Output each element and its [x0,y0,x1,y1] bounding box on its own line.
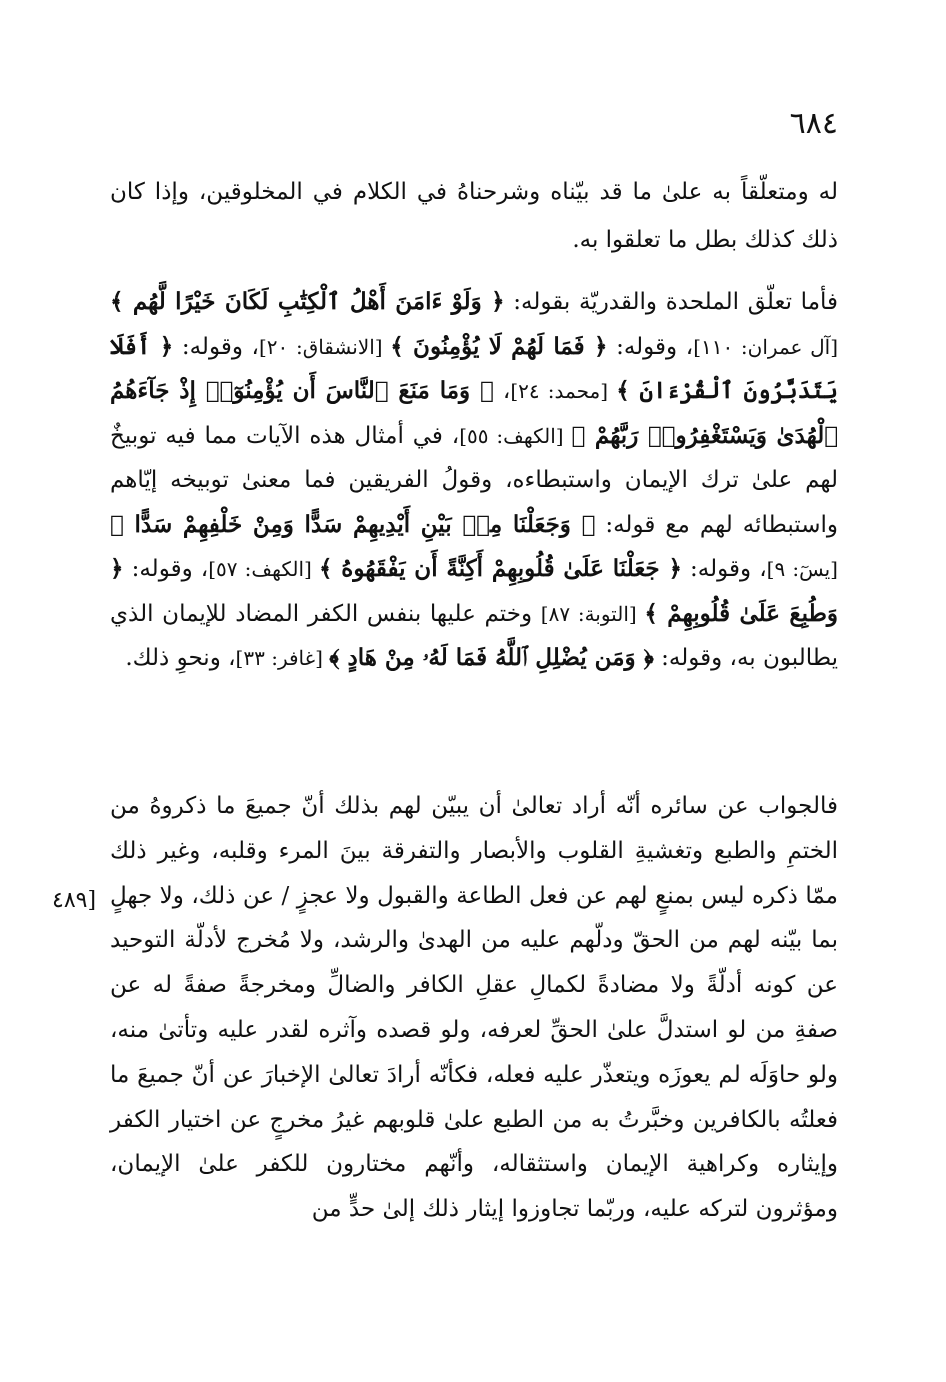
verse-reference: [آل عمران: ١١٠] [693,334,839,359]
quran-quote: ﴿ فَمَا لَهُمْ لَا يُؤْمِنُونَ ﴾ [390,332,608,360]
quran-quote: ﴿ وَلَوْ ءَامَنَ أَهْلُ ٱلْكِتَٰبِ لَكَانَ خَيْرًا لَّهُم ﴾ [110,288,505,315]
text-segment: ، وقوله: [173,333,259,360]
text-segment: ، ونحوِ ذلك. [125,645,236,671]
text-segment: ، وقوله: [681,556,767,582]
page-number: ٦٨٤ [789,106,838,141]
verse-reference: [الكهف: ٥٥] [459,423,572,448]
text-segment: ، وقوله: [123,556,209,582]
text-segment: ، في أمثال هذه الآيات مما فيه توبيخٌ لهم علىٰ ترك الإيمان واستبطاءه، وقولُ الفريقين فما معنىٰ توبيخه إيّاهم واستبطائه لهم مع قوله: [110,422,838,538]
verse-reference: [غافر: ٣٣] [235,646,330,670]
verse-reference: [محمد: ٢٤] [510,379,617,403]
quran-quote: ﴿ وَمَن يُضْلِلِ ٱللَّهُ فَمَا لَهُۥ مِنْ هَادٍ ﴾ [329,644,654,671]
verse-reference: [الكهف: ٥٧] [208,557,319,581]
quran-quote: ﴿ وَمَا مَنَعَ ٱلنَّاسَ أَن يُؤْمِنُوٓا۟ إِذْ جَآءَهُمُ ٱلْهُدَىٰ وَيَسْتَغْفِرُوا۟ رَبَّهُمْ ﴾ [110,377,839,449]
text-segment: ، [493,378,511,404]
verse-reference: [التوبة: ٨٧] [540,601,645,626]
paragraph-2 [110,280,838,681]
paragraph-text [110,280,838,681]
quran-quote: ﴿ جَعَلْنَا عَلَىٰ قُلُوبِهِمْ أَكِنَّةً أَن يَفْقَهُوهُ ﴾ [319,555,682,582]
text-segment: وختم عليها بنفس الكفر المضاد للإيمان الذي يطالبون به، وقوله: [110,600,838,671]
quran-quote: ﴿ وَطُبِعَ عَلَىٰ قُلُوبِهِمْ ﴾ [110,555,838,627]
paragraph-text: فالجواب عن سائره أنّه أراد تعالىٰ أن يبيّن لهم بذلك أنّ جميعَ ما ذكروهُ من الختمِ والطبع وتغشيةِ القلوب والأبصار والتفرقة بينَ المرء وقلبه، وغير ذلك ممّا ذكره ليس بمنعٍ لهم عن فعل الطاعة والقبول ولا عجزٍ / عن ذلك، ولا جهلٍ بما بيّنه لهم من الحقّ ودلّهم عليه من الهدىٰ والرشد، ولا مُخرج لأدلّة التوحيد عن كونه أدلّةً ولا مضادةً لكمالِ عقلِ الكافر والضالِّ ومخرجةً صفةً له عن صفةِ من لو استدلَّ علىٰ الحقِّ لعرفه، ولو قصده وآثره لقدر عليه وتأتىٰ منه، ولو حاوَلَه لم يعوزَه ويتعذّر عليه فعله، فكأنّه أرادَ تعالىٰ الإخبارَ عن أنّ جميعَ ما فعلتُه بالكافرين وخبَّرتُ به من الطبع علىٰ قلوبهم غيرُ مخرجٍ عن اختيار الكفر وإيثاره وكراهية الإيمان واستثقاله، وأنّهم مختارون للكفر علىٰ الإيمان، ومؤثرون لتركه عليه، وربّما تجاوزوا إيثار ذلك إلىٰ حدٍّ من [110,793,838,1223]
margin-reference: [٤٨٩ [52,888,97,913]
paragraph-1 [110,168,838,264]
paragraph-text: له ومتعلّقاً به علىٰ ما قد بيّناه وشرحناهُ في الكلام في المخلوقين، وإذا كان ذلك كذلك بطل ما تعلقوا به. [110,179,838,253]
verse-reference: [يسٓ: ٩] [766,557,838,581]
text-segment: فأما تعلّق الملحدة والقدريّة بقوله: [504,289,839,315]
paragraph-3 [110,784,838,1232]
quran-quote: ﴿ أَفَلَا يَتَدَبَّرُونَ ٱلْقُرْءَانَ ﴾ [110,332,838,404]
verse-reference: [الانشقاق: ٢٠] [258,334,391,359]
text-segment: ، وقوله: [607,333,694,360]
quran-quote: ﴿ وَجَعَلْنَا مِنۢ بَيْنِ أَيْدِيهِمْ سَدًّا وَمِنْ خَلْفِهِمْ سَدًّا ﴾ [110,510,596,538]
